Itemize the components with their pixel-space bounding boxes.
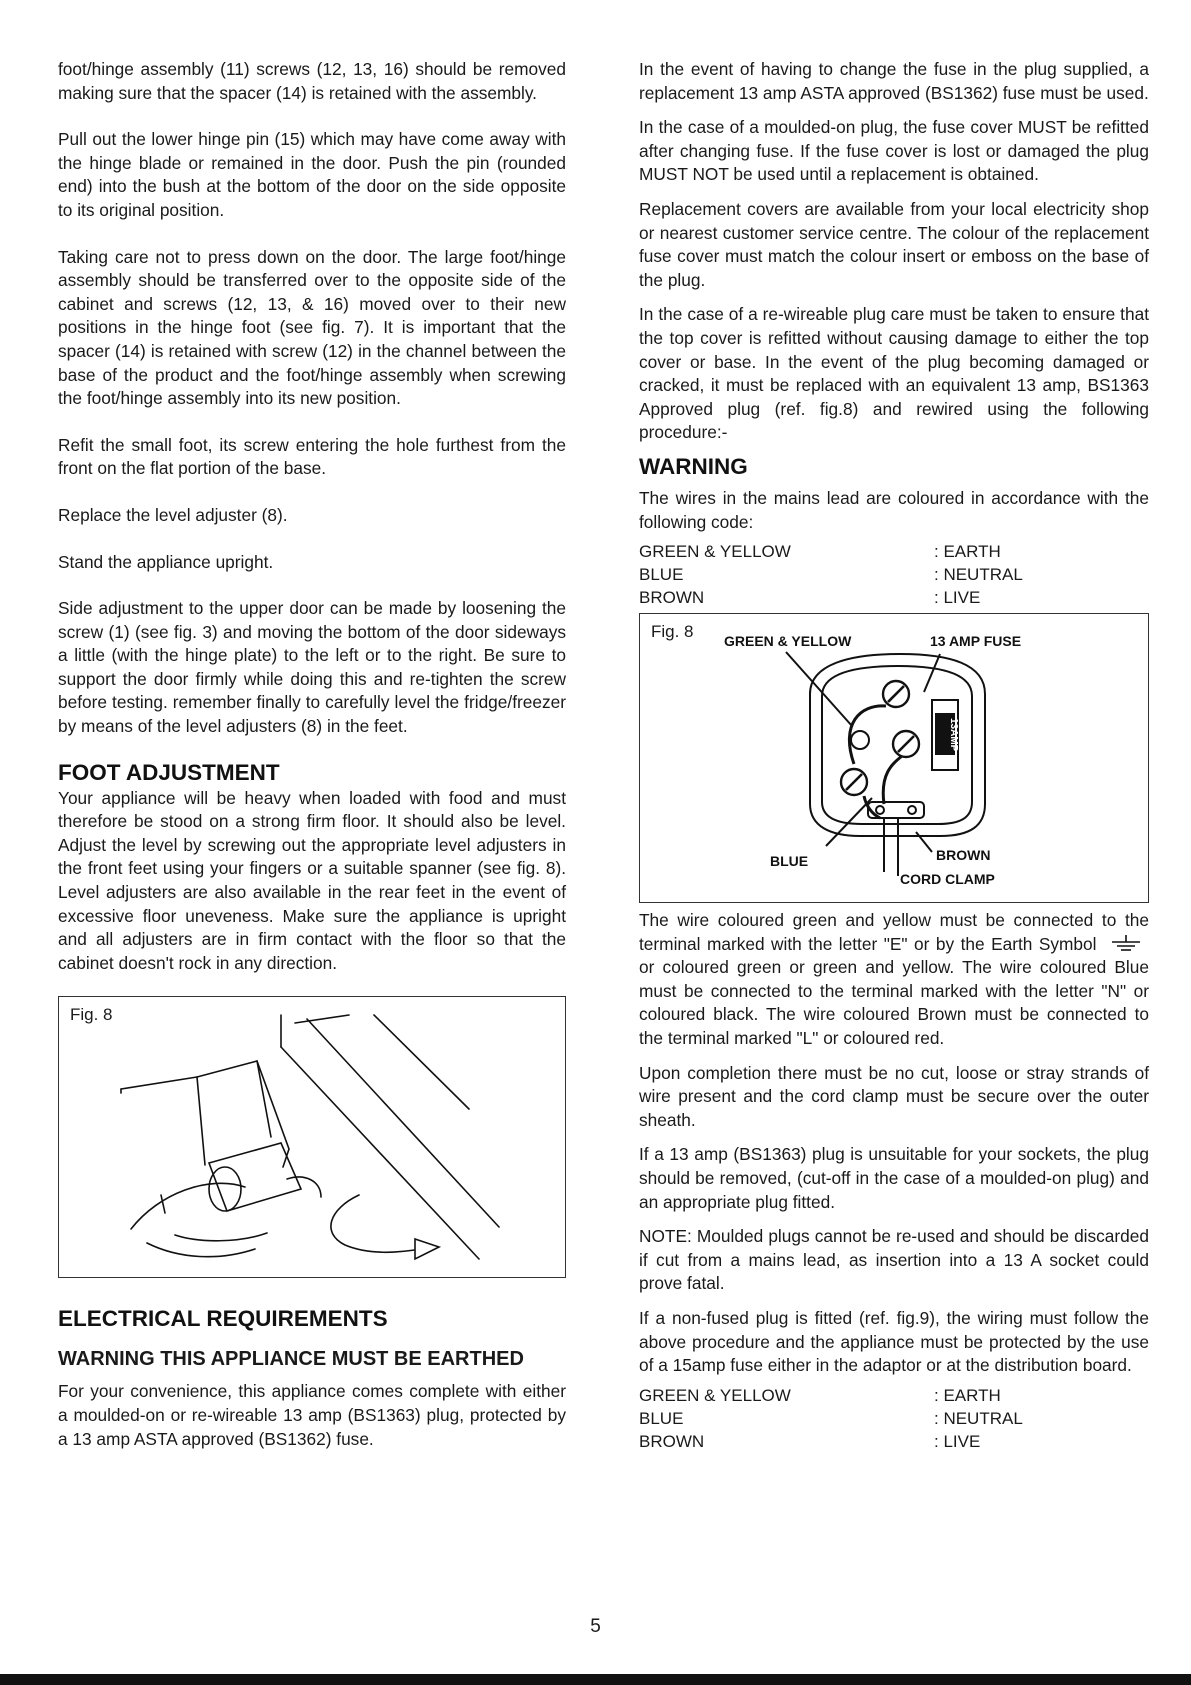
wire-row: BROWN : LIVE: [639, 588, 981, 608]
left-column: [58, 58, 566, 1474]
paragraph-completion: Upon completion there must be no cut, loose or stray strands of wire present and the cord clamp must be secure over the outer sheath.: [639, 1062, 1149, 1130]
fuse-marking: 13AMP: [948, 718, 959, 752]
wire-colour-table: [639, 540, 1149, 609]
paragraph-refit-foot: Refit the small foot, its screw entering the hole furthest from the front on the flat portion of the base.: [58, 434, 566, 479]
figure-plug-wiring: [639, 613, 1149, 903]
paragraph-non-fused-plug: If a non-fused plug is fitted (ref. fig.9), the wiring must follow the above procedure and the appliance must be protected by the use of a 15amp fuse either in the adaptor or at the distribution board.: [639, 1308, 1149, 1376]
paragraph-rewireable-plug: In the case of a re-wireable plug care must be taken to ensure that the top cover is refitted without causing damage to either the top cover or base. In the event of the plug becoming damaged or cracked, it must be replaced with an equivalent 13 amp, BS1363 Approved plug (ref. fig.8) and rewired using the following procedure:-: [639, 304, 1149, 443]
plug-wiring-diagram: [640, 614, 1148, 902]
level-adjuster-illustration: [59, 997, 565, 1277]
wire-row: BLUE : NEUTRAL: [639, 1408, 1023, 1428]
electrical-requirements-heading: ELECTRICAL REQUIREMENTS: [58, 1306, 388, 1332]
wire-row: BROWN : LIVE: [639, 1431, 981, 1451]
paragraph-transfer-assembly: Taking care not to press down on the door. The large foot/hinge assembly should be transferred over to the opposite side of the cabinet and screws (12, 13, & 16) moved over to their new positions in the hinge foot (see fig. 7). It is important that the spacer (14) is retained with screw (12) in the channel between the base of the product and the foot/hinge assembly when screwing the foot/hinge assembly into its new position.: [58, 246, 566, 409]
label-green-yellow: GREEN & YELLOW: [724, 633, 852, 650]
paragraph-replacement-covers: Replacement covers are available from your local electricity shop or nearest customer service centre. The colour of the replacement fuse cover must match the colour insert or emboss on the base of the plug.: [639, 198, 1149, 290]
paragraph-note-moulded: NOTE: Moulded plugs cannot be re-used and should be discarded if cut from a mains lead, as insertion into a 13 A socket could prove fatal.: [639, 1226, 1149, 1294]
label-13-amp-fuse: 13 AMP FUSE: [930, 633, 1022, 650]
paragraph-hinge-screws: foot/hinge assembly (11) screws (12, 13, 16) should be removed making sure that the spacer (14) is retained with the assembly.: [58, 59, 566, 103]
paragraph-side-adjustment: Side adjustment to the upper door can be made by loosening the screw (1) (see fig. 3) and moving the bottom of the door sideways a little (with the hinge plate) to the left or to the right. Be sure to support the door firmly while doing this and re-tighten the screw before testing. remember finally to carefully level the fridge/freezer by means of the level adjusters (8) in the feet.: [58, 598, 566, 737]
figure-label: Fig. 8: [651, 622, 694, 642]
paragraph-replace-adjuster: Replace the level adjuster (8).: [58, 504, 288, 525]
paragraph-unsuitable-plug: If a 13 amp (BS1363) plug is unsuitable for your sockets, the plug should be removed, (cut-off in the case of a moulded-on plug) and an appropriate plug fitted.: [639, 1144, 1149, 1212]
wire-colour-table-2: [639, 1384, 1149, 1453]
paragraph-moulded-plug: In the case of a moulded-on plug, the fuse cover MUST be refitted after changing fuse. If the fuse cover is lost or damaged the plug MUST NOT be used until a replacement is obtained.: [639, 117, 1149, 185]
paragraph-fuse-change: In the event of having to change the fuse in the plug supplied, a replacement 13 amp ASTA approved (BS1362) fuse must be used.: [639, 59, 1149, 103]
paragraph-earth-terminal: The wire coloured green and yellow must be connected to the terminal marked with the letter "E" or by the Earth Symbol or coloured green or green and yellow. The wire coloured Blue must be connected to the terminal marked with the letter "N" or coloured black. The wire coloured Brown must be connected to the terminal marked "L" or coloured red.: [639, 910, 1149, 1049]
figure-label: Fig. 8: [70, 1005, 113, 1025]
figure-level-adjuster: [58, 996, 566, 1278]
earthed-warning-heading: WARNING THIS APPLIANCE MUST BE EARTHED: [58, 1348, 524, 1371]
wire-row: BLUE : NEUTRAL: [639, 565, 1023, 585]
page-number: 5: [590, 1616, 601, 1637]
paragraph-foot-adjustment: Your appliance will be heavy when loaded with food and must therefore be stood on a strong firm floor. It should also be level. Adjust the level by screwing out the appropriate level adjusters in the front feet using your fingers or a suitable spanner (see fig. 8). Level adjusters are also available in the rear feet in the event of excessive floor uneveness. Make sure the appliance is upright and all adjusters are in firm contact with the floor so that the cabinet doesn't rock in any direction.: [58, 787, 566, 973]
label-blue: BLUE: [770, 853, 809, 870]
earth-symbol-icon: [1109, 935, 1143, 953]
paragraph-wire-code: The wires in the mains lead are coloured in accordance with the following code:: [639, 487, 1149, 532]
paragraph-plug-supplied: For your convenience, this appliance comes complete with either a moulded-on or re-wireable 13 amp (BS1363) plug, protected by a 13 amp ASTA approved (BS1362) fuse.: [58, 1381, 566, 1449]
wire-row: GREEN & YELLOW : EARTH: [639, 1385, 1001, 1405]
scan-edge: [0, 1674, 1191, 1685]
paragraph-stand-upright: Stand the appliance upright.: [58, 551, 274, 572]
label-cord-clamp: CORD CLAMP: [900, 871, 995, 888]
warning-heading: WARNING: [639, 453, 748, 479]
right-column: [639, 58, 1149, 1457]
paragraph-hinge-pin: Pull out the lower hinge pin (15) which may have come away with the hinge blade or remained in the door. Push the pin (rounded end) into the bush at the bottom of the door on the side opposite to its original position.: [58, 129, 566, 220]
label-brown: BROWN: [936, 847, 991, 864]
foot-adjustment-heading: FOOT ADJUSTMENT: [58, 759, 280, 785]
wire-row: GREEN & YELLOW : EARTH: [639, 542, 1001, 562]
